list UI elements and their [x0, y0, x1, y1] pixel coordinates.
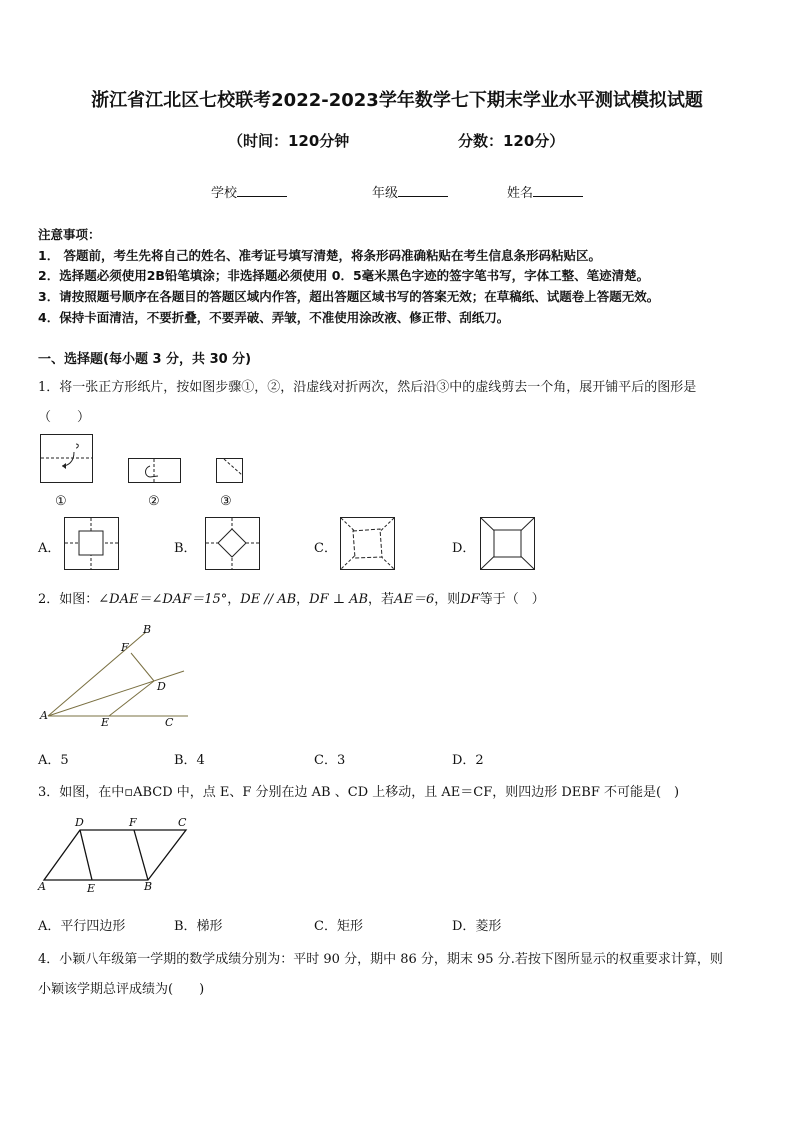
q1-option-b-figure[interactable] — [205, 517, 261, 571]
q3-parallelogram-figure — [40, 818, 190, 888]
q2-mid: ，若 — [368, 592, 395, 607]
q1-option-a-label[interactable]: A． — [38, 541, 61, 556]
q1-step3-label: ③ — [220, 494, 232, 509]
q1-step2-label: ② — [148, 494, 160, 509]
score-label: 分数：120分） — [458, 132, 565, 150]
q4-line2: 小颖该学期总评成绩为( ) — [38, 982, 205, 997]
grade-blank[interactable] — [398, 184, 448, 197]
q1-option-b-label[interactable]: B． — [174, 541, 197, 556]
name-blank[interactable] — [533, 184, 583, 197]
q3-point-c: C — [178, 816, 187, 829]
name-field — [507, 182, 583, 201]
q2-suffix: 等于（ ） — [479, 592, 545, 607]
q3-point-e: E — [87, 882, 96, 895]
q2-text — [38, 588, 545, 607]
notice-item-3: 3．请按照题号顺序在各题目的答题区域内作答，超出答题区域书写的答案无效；在草稿纸、试题卷上答题无效。 — [38, 289, 660, 304]
q1-option-d-figure[interactable] — [480, 517, 536, 571]
q2-point-f: F — [121, 641, 129, 654]
q2-point-d: D — [157, 680, 166, 693]
q2-math-angle: ∠DAE＝∠DAF＝15° — [98, 592, 228, 607]
q2-math-parallel: DE // AB — [240, 592, 297, 607]
q1-text: 1．将一张正方形纸片，按如图步骤①，②，沿虚线对折两次，然后沿③中的虚线剪去一个角，展开铺平后的图形是 — [38, 380, 697, 395]
school-blank[interactable] — [237, 184, 287, 197]
q3-point-f: F — [129, 816, 137, 829]
q2-math-perp: DF ⊥ AB — [309, 592, 369, 607]
q2-option-c[interactable]: C．3 — [314, 753, 346, 768]
q2-geometry-figure — [38, 620, 198, 732]
q1-step2-figure — [128, 458, 182, 484]
school-label: 学校 — [211, 186, 238, 201]
q1-option-c-label[interactable]: C． — [314, 541, 337, 556]
q1-step1-figure — [40, 434, 94, 484]
q1-paren: （ ） — [38, 410, 91, 425]
section-heading: 一、选择题(每小题 3 分，共 30 分) — [38, 352, 252, 367]
q3-option-a[interactable]: A．平行四边形 — [38, 919, 126, 934]
q2-sep1: ， — [227, 592, 241, 607]
q3-option-d[interactable]: D．菱形 — [452, 919, 502, 934]
page-title: 浙江省江北区七校联考2022-2023学年数学七下期末学业水平测试模拟试题 — [91, 90, 703, 111]
q2-sep2: ， — [296, 592, 310, 607]
notice-heading: 注意事项： — [38, 227, 101, 242]
q1-step1-label: ① — [55, 494, 67, 509]
q2-point-b: B — [143, 623, 152, 636]
q2-point-c: C — [165, 716, 174, 729]
time-label: （时间：120分钟 — [228, 132, 350, 150]
q2-option-b[interactable]: B．4 — [174, 753, 205, 768]
q2-option-a[interactable]: A．5 — [38, 753, 69, 768]
q2-point-a: A — [40, 709, 48, 722]
q3-point-b: B — [144, 880, 153, 893]
q3-text: 3．如图，在中▫ABCD 中，点 E、F 分别在边 AB 、CD 上移动，且 AE＝CF，则四边形 DEBF 不可能是( ) — [38, 785, 680, 800]
grade-label: 年级 — [372, 186, 399, 201]
q2-point-e: E — [101, 716, 110, 729]
q2-option-d[interactable]: D．2 — [452, 753, 484, 768]
q4-line1: 4．小颖八年级第一学期的数学成绩分别为：平时 90 分，期中 86 分，期末 95 分.若按下图所显示的权重要求计算，则 — [38, 952, 723, 967]
grade-field — [372, 182, 448, 201]
q1-option-a-figure[interactable] — [64, 517, 120, 571]
q1-option-c-figure[interactable] — [340, 517, 396, 571]
q2-math-ae: AE＝6 — [394, 592, 435, 607]
school-field — [211, 182, 287, 201]
q2-mid2: ，则 — [434, 592, 461, 607]
q2-prefix: 2．如图： — [38, 592, 99, 607]
q3-option-b[interactable]: B．梯形 — [174, 919, 223, 934]
q3-option-c[interactable]: C．矩形 — [314, 919, 363, 934]
name-label: 姓名 — [507, 186, 534, 201]
q2-math-df: DF — [460, 592, 480, 607]
q1-step3-figure — [216, 458, 244, 484]
q1-option-d-label[interactable]: D． — [452, 541, 476, 556]
q3-point-a: A — [38, 880, 46, 893]
notice-item-1: 1． 答题前，考生先将自己的姓名、准考证号填写清楚，将条形码准确粘贴在考生信息条形码粘贴区。 — [38, 248, 602, 263]
notice-item-4: 4．保持卡面清洁，不要折叠，不要弄破、弄皱，不准使用涂改液、修正带、刮纸刀。 — [38, 310, 510, 325]
notice-item-2: 2．选择题必须使用2B铅笔填涂；非选择题必须使用 0．5毫米黑色字迹的签字笔书写，字体工整、笔迹清楚。 — [38, 268, 650, 283]
q3-point-d: D — [75, 816, 84, 829]
